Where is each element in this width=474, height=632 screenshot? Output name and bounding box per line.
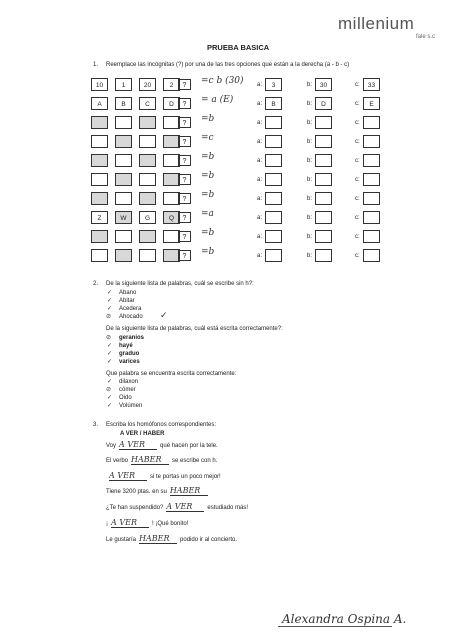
option-label: c: — [355, 215, 360, 221]
option-label: b: — [307, 196, 313, 202]
option-label: a: — [257, 177, 263, 183]
q1-row — [91, 249, 371, 266]
option-label: a: — [257, 158, 263, 164]
option-label: c: — [355, 158, 360, 164]
sequence-cell: G — [139, 211, 156, 224]
list-item: geranios — [119, 335, 145, 341]
handwritten-answer: HABER — [131, 455, 169, 465]
fill-in-line — [106, 440, 218, 450]
line-suffix: si te portas un poco mejor! — [150, 474, 221, 480]
line-suffix: podido ir al concierto. — [180, 537, 238, 543]
signature: Alexandra Ospina A. — [282, 612, 407, 626]
check-icon: ✓ — [107, 298, 113, 304]
sequence-cell — [139, 116, 156, 129]
handwritten-mark-icon: ✓ — [160, 310, 168, 320]
handwritten-answer: A VER — [109, 471, 147, 481]
q1-row — [91, 211, 371, 228]
sequence-cell — [139, 230, 156, 243]
option-label: c: — [355, 101, 360, 107]
logo: millenium — [338, 14, 415, 33]
sequence-cell — [91, 116, 108, 129]
sequence-cell: W — [115, 211, 132, 224]
option-box — [363, 116, 380, 129]
line-prefix: El verbo — [106, 458, 129, 464]
unknown-cell: ? — [178, 117, 191, 128]
option-box — [363, 173, 380, 186]
handwritten-answer: =a — [201, 209, 214, 219]
check-icon: ✓ — [107, 306, 113, 312]
q1-row — [91, 116, 371, 133]
unknown-cell: ? — [178, 231, 191, 242]
handwritten-answer: =b — [201, 228, 215, 238]
page-title: PRUEBA BASICA — [207, 43, 270, 52]
option-box: D — [315, 97, 332, 110]
option-box — [265, 154, 282, 167]
sequence-cell: D — [163, 97, 180, 110]
handwritten-answer: =c b (30) — [201, 76, 244, 86]
option-box — [363, 135, 380, 148]
option-label: b: — [307, 253, 313, 259]
line-suffix: se escribe con h. — [172, 458, 218, 464]
line-prefix: ¡ — [106, 521, 108, 527]
sequence-cell — [91, 230, 108, 243]
q1-text: Reemplace las incógnitas (?) por una de las tres opciones que están a la derecha (a - b - c) — [106, 62, 350, 68]
list-item: varices — [119, 359, 140, 365]
option-label: a: — [257, 139, 263, 145]
check-icon: ✓ — [107, 403, 113, 409]
sequence-cell — [139, 249, 156, 262]
option-box: B — [265, 97, 282, 110]
option-box: 30 — [315, 78, 332, 91]
sequence-cell — [115, 116, 132, 129]
circled-check-icon: ⊘ — [106, 314, 112, 320]
line-suffix: ! ¡Qué bonito! — [152, 521, 189, 527]
sequence-cell — [139, 154, 156, 167]
option-box — [315, 154, 332, 167]
sequence-cell — [115, 154, 132, 167]
option-label: c: — [355, 82, 360, 88]
handwritten-answer: = a (E) — [201, 95, 234, 105]
unknown-cell: ? — [178, 174, 191, 185]
option-label: a: — [257, 253, 263, 259]
option-label: b: — [307, 101, 313, 107]
sequence-cell: A — [91, 97, 108, 110]
list-item: dilaxon — [119, 379, 139, 385]
option-box — [265, 116, 282, 129]
option-box — [363, 249, 380, 262]
option-box — [265, 230, 282, 243]
line-prefix: Voy — [106, 443, 117, 449]
sequence-cell: 2 — [163, 78, 180, 91]
handwritten-answer: =b — [201, 114, 215, 124]
logo-subtitle: fale s.c — [416, 34, 436, 40]
option-box — [265, 249, 282, 262]
handwritten-answer: A VER — [166, 502, 204, 512]
option-label: a: — [257, 101, 263, 107]
q1-row — [91, 230, 371, 247]
list-item: hayé — [119, 343, 133, 349]
q1-row — [91, 135, 371, 152]
line-prefix: ¿Te han suspendido? — [106, 505, 164, 511]
list-item: graduo — [119, 351, 140, 357]
check-icon: ✓ — [107, 290, 113, 296]
option-label: b: — [307, 120, 313, 126]
sequence-cell — [91, 154, 108, 167]
sequence-cell — [115, 173, 132, 186]
option-box: 3 — [265, 78, 282, 91]
sequence-cell — [91, 173, 108, 186]
q3-number: 3. — [93, 422, 99, 428]
sequence-cell — [139, 173, 156, 186]
handwritten-answer: =b — [201, 190, 215, 200]
option-label: c: — [355, 234, 360, 240]
handwritten-answer: =b — [201, 247, 215, 257]
handwritten-answer: HABER — [170, 486, 208, 496]
option-box — [265, 173, 282, 186]
line-prefix: Tiene 3200 ptas. en su — [106, 489, 167, 495]
check-icon: ✓ — [107, 395, 113, 401]
option-label: b: — [307, 139, 313, 145]
q2-text: De la siguiente lista de palabras, cuál se escribe sin h?: — [106, 281, 254, 287]
list-item: Acedera — [119, 306, 142, 312]
sequence-cell — [139, 135, 156, 148]
line-prefix: Le gustaría — [106, 537, 137, 543]
option-box — [363, 154, 380, 167]
list-item: Oido — [119, 395, 132, 401]
option-box — [363, 211, 380, 224]
sequence-cell: C — [139, 97, 156, 110]
check-icon: ✓ — [107, 351, 113, 357]
q1-row — [91, 76, 376, 95]
sequence-cell — [115, 135, 132, 148]
fill-in-line — [106, 502, 248, 512]
option-box — [363, 192, 380, 205]
option-label: c: — [355, 139, 360, 145]
option-box — [265, 211, 282, 224]
sequence-cell: 1 — [115, 78, 132, 91]
option-box — [363, 230, 380, 243]
option-box — [315, 249, 332, 262]
option-label: a: — [257, 82, 263, 88]
sequence-cell — [91, 192, 108, 205]
unknown-cell: ? — [178, 79, 191, 90]
fill-in-line — [106, 534, 237, 544]
q1-row — [91, 154, 371, 171]
option-label: c: — [355, 196, 360, 202]
sequence-cell: Z — [91, 211, 108, 224]
list-item: Abano — [119, 290, 137, 296]
sequence-cell — [115, 249, 132, 262]
unknown-cell: ? — [178, 250, 191, 261]
q1-row — [91, 95, 374, 114]
sequence-cell: Q — [163, 211, 180, 224]
option-label: a: — [257, 234, 263, 240]
option-box — [265, 135, 282, 148]
q1-row — [91, 192, 371, 209]
option-label: b: — [307, 215, 313, 221]
option-label: a: — [257, 120, 263, 126]
q2-text-3: Que palabra se encuentra escrita correctamente: — [106, 371, 237, 377]
check-icon: ✓ — [107, 379, 113, 385]
sequence-cell: 20 — [139, 78, 156, 91]
option-box — [315, 230, 332, 243]
option-label: b: — [307, 177, 313, 183]
q3-text: Escriba los homófonos correspondientes: — [106, 422, 217, 428]
fill-in-line — [106, 486, 211, 496]
option-label: b: — [307, 82, 313, 88]
q1-number: 1. — [93, 62, 99, 68]
option-label: c: — [355, 253, 360, 259]
list-item: Abitar — [119, 298, 135, 304]
sequence-cell: B — [115, 97, 132, 110]
option-label: c: — [355, 177, 360, 183]
option-box — [315, 211, 332, 224]
signature-line — [278, 626, 392, 627]
sequence-cell — [91, 249, 108, 262]
unknown-cell: ? — [178, 136, 191, 147]
fill-in-line — [106, 471, 221, 481]
option-box — [315, 135, 332, 148]
option-label: a: — [257, 196, 263, 202]
option-box — [315, 192, 332, 205]
circled-check-icon: ⊘ — [106, 387, 112, 393]
q3-heading: A VER / HABER — [120, 431, 165, 437]
option-label: b: — [307, 234, 313, 240]
option-box: E — [363, 97, 380, 110]
sequence-cell: 10 — [91, 78, 108, 91]
sequence-cell — [115, 192, 132, 205]
check-icon: ✓ — [107, 343, 113, 349]
option-box — [315, 173, 332, 186]
unknown-cell: ? — [178, 193, 191, 204]
list-item: Volúmen — [119, 403, 143, 409]
option-box: 33 — [363, 78, 380, 91]
unknown-cell: ? — [178, 98, 191, 109]
handwritten-answer: HABER — [139, 534, 177, 544]
line-suffix: estudiado más! — [207, 505, 249, 511]
sequence-cell — [115, 230, 132, 243]
option-label: b: — [307, 158, 313, 164]
option-label: c: — [355, 120, 360, 126]
q1-row — [91, 173, 371, 190]
q2-text-2: De la siguiente lista de palabras, cuál está escrita correctamente?: — [106, 326, 283, 332]
q2-number: 2. — [93, 281, 99, 287]
fill-in-line — [106, 518, 188, 528]
handwritten-answer: A VER — [111, 518, 149, 528]
option-box — [265, 192, 282, 205]
handwritten-answer: =b — [201, 152, 215, 162]
handwritten-answer: A VER — [119, 440, 157, 450]
sequence-cell — [139, 192, 156, 205]
check-icon: ✓ — [107, 359, 113, 365]
sequence-cell — [91, 135, 108, 148]
unknown-cell: ? — [178, 155, 191, 166]
line-suffix: qué hacen por la tele. — [160, 443, 218, 449]
option-box — [315, 116, 332, 129]
circled-check-icon: ⊘ — [106, 335, 112, 341]
fill-in-line — [106, 455, 217, 465]
list-item: Ahocado — [119, 314, 143, 320]
handwritten-answer: =c — [201, 133, 214, 143]
unknown-cell: ? — [178, 212, 191, 223]
option-label: a: — [257, 215, 263, 221]
handwritten-answer: =b — [201, 171, 215, 181]
list-item: cómer — [119, 387, 136, 393]
